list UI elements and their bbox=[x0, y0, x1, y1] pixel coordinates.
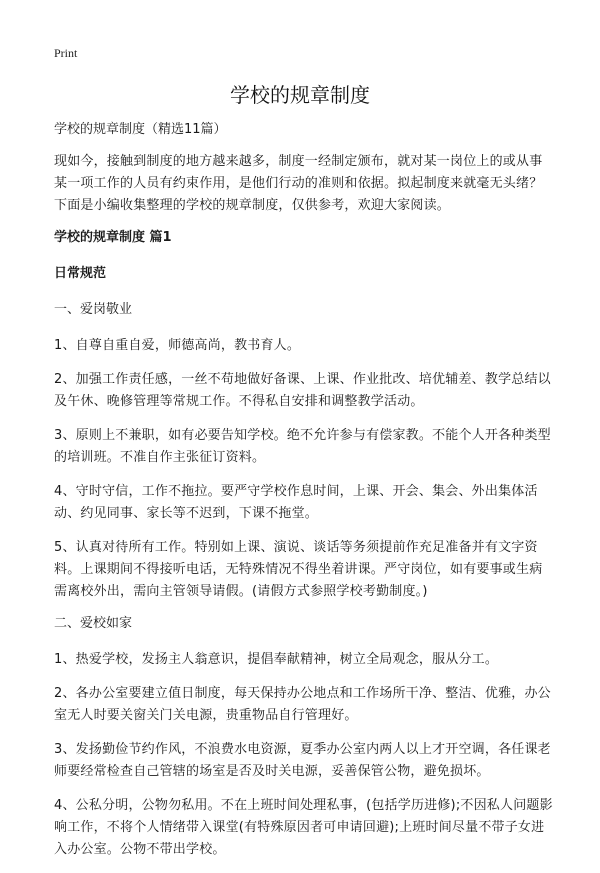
rule-item: 2、加强工作责任感，一丝不苟地做好备课、上课、作业批改、培优辅差、教学总结以及午休、晚修管理等常规工作。不得私自安排和调整教学活动。 bbox=[54, 372, 551, 409]
rule-item: 3、原则上不兼职，如有必要告知学校。绝不允许参与有偿家教。不能个人开各种类型的培训班。不准自作主张征订资料。 bbox=[54, 428, 551, 465]
rule-item: 5、认真对待所有工作。特别如上课、演说、谈话等务须提前作充足准备并有文字资料。上课期间不得接听电话，无特殊情况不得坐着讲课。严守岗位，如有要事或生病需离校外出，需向主管领导请假。(请假方式参照学校考勤制度。) bbox=[54, 540, 543, 599]
intro-paragraph: 现如今，接触到制度的地方越来越多，制度一经制定颁布，就对某一岗位上的或从事某一项工作的人员有约束作用，是他们行动的准则和依据。拟起制度来就毫无头绪？下面是小编收集整理的学校的规章制度，仅供参考，欢迎大家阅读。 bbox=[54, 154, 543, 213]
daily-rules-heading: 日常规范 bbox=[54, 266, 107, 281]
document-body bbox=[54, 121, 554, 873]
page-title: 学校的规章制度 bbox=[230, 83, 370, 107]
rule-item: 3、发扬勤俭节约作风，不浪费水电资源，夏季办公室内两人以上才开空调，各任课老师要经常检查自己管辖的场室是否及时关电源，妥善保管公物，避免损坏。 bbox=[54, 742, 551, 779]
article-heading: 学校的规章制度 篇1 bbox=[54, 230, 172, 245]
document-subtitle: 学校的规章制度（精选11篇） bbox=[54, 122, 227, 137]
section-label-love-school: 二、爱校如家 bbox=[54, 616, 133, 631]
rule-item: 4、守时守信，工作不拖拉。要严守学校作息时间，上课、开会、集会、外出集体活动、约见同事、家长等不迟到，下课不拖堂。 bbox=[54, 484, 538, 521]
rule-item: 2、各办公室要建立值日制度，每天保持办公地点和工作场所干净、整洁、优雅，办公室无人时要关窗关门关电源，贵重物品自行管理好。 bbox=[54, 686, 551, 723]
print-link[interactable]: Print bbox=[54, 46, 78, 60]
rule-item: 4、公私分明，公物勿私用。不在上班时间处理私事，(包括学历进修);不因私人问题影响工作，不将个人情绪带入课堂(有特殊原因者可申请回避);上班时间尽量不带子女进入办公室。公物不带出学校。 bbox=[54, 798, 553, 857]
section-label-dedication: 一、爱岗敬业 bbox=[54, 302, 133, 317]
rule-item: 1、自尊自重自爱，师德高尚，教书育人。 bbox=[54, 338, 301, 353]
rule-item: 1、热爱学校，发扬主人翁意识，提倡奉献精神，树立全局观念，服从分工。 bbox=[54, 652, 499, 667]
